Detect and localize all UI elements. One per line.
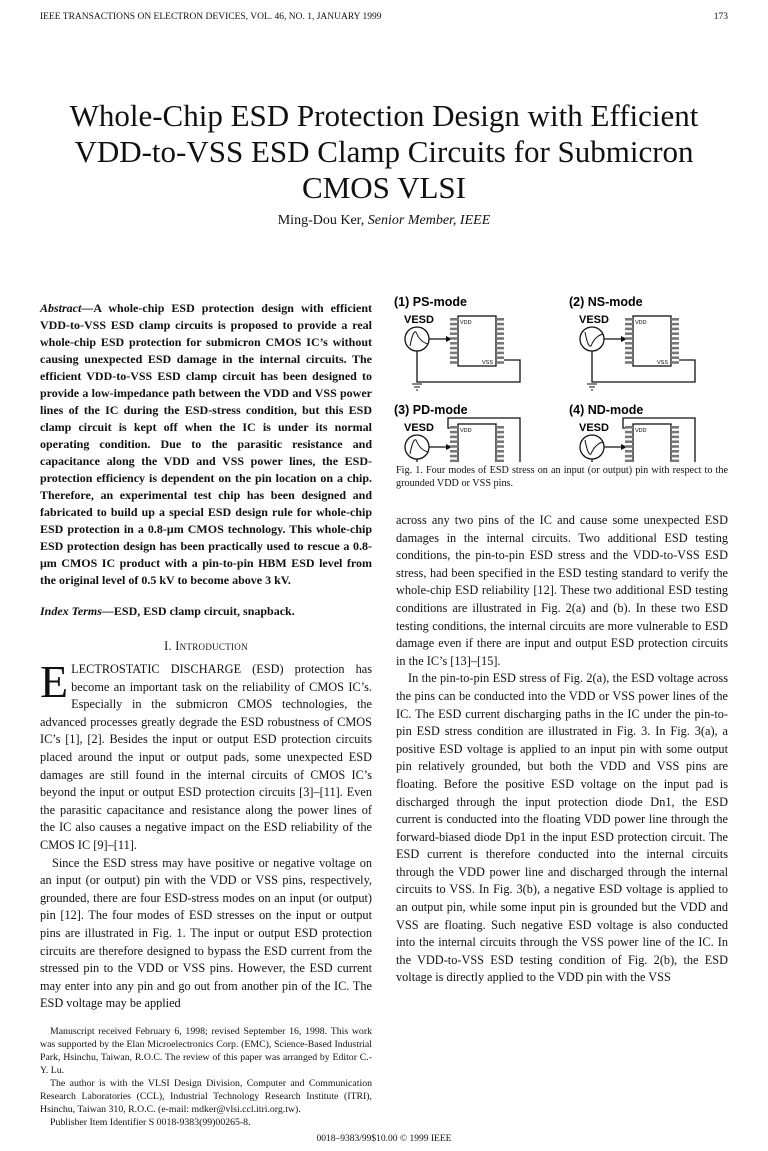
figure-caption: Fig. 1. Four modes of ESD stress on an input (or output) pin with respect to the grounded VDD or VSS pins.: [396, 465, 728, 489]
vdd-label: VDD: [635, 428, 647, 434]
vdd-label: VDD: [460, 428, 472, 434]
panel-label: (4) ND-mode: [569, 403, 644, 417]
ground-icon: [587, 384, 597, 390]
author-affiliation: Senior Member, IEEE: [367, 213, 491, 228]
source-label: VESD: [404, 314, 434, 326]
pin: [671, 431, 679, 434]
page-header: [0, 0, 768, 98]
pin: [450, 332, 458, 335]
pin: [496, 352, 504, 355]
pin: [671, 318, 679, 321]
pin: [496, 426, 504, 429]
pin: [625, 323, 633, 326]
abstract: [40, 300, 372, 589]
source-label: VESD: [579, 422, 609, 434]
pin: [496, 455, 504, 458]
section-title: Introduction: [175, 639, 248, 653]
intro-paragraph-2: Since the ESD stress may have positive or negative voltage on an input (or output) pin with the VDD or VSS pins, respectively, grounded, there are four ESD-stress modes on an input (or output) pin [12]. The four modes of ESD stresses on the input or output pins are illustrated in Fig. 1. The input or output ESD protection circuits are therefore designed to bypass the ESD current from the stressed pin to the VDD or VSS pins. However, the ESD current may enter into any pin and go out from another pin of the IC. The ESD voltage may be applied: [40, 855, 372, 1011]
two-column-body: [40, 292, 728, 1129]
intro-paragraph-1: LECTROSTATIC DISCHARGE (ESD) protection has become an important task on the reliability of CMOS IC’s. Especially in the submicron CMOS technologies, the advanced processes greatly degrade the ESD robustness of CMOS IC’s [1], [2]. Besides the input or output ESD protection circuits placed around the input or output pads, some unexpected ESD damages are still found in the internal circuits of CMOS IC’s beyond the input or output ESD protection circuits [3]–[11]. Even the parasitic capacitance and resistance along the power lines of the IC also causes a negative impact on the ESD reliability of the CMOS IC [9]–[11].: [40, 662, 372, 852]
footnote-author: The author is with the VLSI Design Division, Computer and Communication Research Laboratories (CCL), Industrial Technology Research Institute (ITRI), Hsinchu, Taiwan 310, R.O.C. (e-mail: mdker@vlsi.ccl.itri.org.tw).: [40, 1077, 372, 1115]
waveform-icon: [410, 440, 428, 454]
pin: [625, 460, 633, 462]
pin: [671, 445, 679, 448]
author-line: [40, 212, 728, 230]
pin: [496, 440, 504, 443]
mode-panel: [569, 403, 695, 462]
page-number: 173: [713, 12, 728, 22]
pin: [450, 361, 458, 364]
ground-icon: [412, 384, 422, 390]
pin: [496, 332, 504, 335]
mode-panel: [569, 295, 695, 390]
pin: [625, 361, 633, 364]
pin: [625, 337, 633, 340]
pin: [450, 431, 458, 434]
pin: [450, 337, 458, 340]
pin: [450, 436, 458, 439]
pin: [671, 323, 679, 326]
right-paragraph-2: In the pin-to-pin ESD stress of Fig. 2(a), the ESD voltage across the pins can be conducted into the VDD or VSS power lines of the IC. The ESD current discharging paths in the IC under the pin-to-pin ESD stress condition are illustrated in Fig. 3. In Fig. 3(a), a positive ESD voltage is applied to an input pin with some output pin relatively grounded, but both the VDD and VSS pins are floating. Before the positive ESD voltage on the input pad is discharged through the input protection diode Dn1, the ESD current is conducted into the floating VDD power line through the forward-biased diode Dp1 in the input ESD protection circuit. The ESD current is therefore conducted into the internal circuits through the VDD power line and discharged through the internal circuits to VSS. In Fig. 3(b), a negative ESD voltage is applied to an output pin, while some input pin is grounded but the VDD and VSS are floating. Such negative ESD voltage is also conducted into the internal circuits through the VSS power line of the IC. In the VDD-to-VSS ESD testing condition of Fig. 2(b), the ESD voltage is directly applied to the VDD pin with the VSS: [396, 671, 728, 985]
pin: [625, 455, 633, 458]
pin: [450, 460, 458, 462]
pin: [625, 436, 633, 439]
abstract-label: Abstract—: [40, 301, 94, 315]
waveform-icon: [410, 332, 428, 346]
vss-label: VSS: [482, 360, 494, 366]
pin: [450, 450, 458, 453]
pin: [625, 328, 633, 331]
mode-panel: [394, 295, 520, 390]
waveform-icon: [585, 332, 603, 346]
running-header: IEEE TRANSACTIONS ON ELECTRON DEVICES, VOL. 46, NO. 1, JANUARY 1999: [40, 12, 382, 22]
pin: [496, 445, 504, 448]
footnote: [40, 1013, 372, 1129]
pin: [496, 347, 504, 350]
section-heading: [40, 638, 372, 655]
copyright-line: 0018–9383/99$10.00 © 1999 IEEE: [316, 1133, 452, 1144]
pin: [671, 342, 679, 345]
pin: [496, 361, 504, 364]
pin: [496, 323, 504, 326]
pin: [671, 460, 679, 462]
pin: [625, 342, 633, 345]
vdd-label: VDD: [460, 320, 472, 326]
pin: [671, 455, 679, 458]
pin: [450, 445, 458, 448]
esd-source-icon: [405, 327, 429, 351]
pin: [625, 318, 633, 321]
pin: [625, 332, 633, 335]
source-label: VESD: [404, 422, 434, 434]
index-terms-label: Index Terms—: [40, 604, 114, 618]
pin: [450, 352, 458, 355]
pin: [450, 440, 458, 443]
pin: [625, 431, 633, 434]
pin: [671, 440, 679, 443]
pin: [671, 337, 679, 340]
esd-source-icon: [580, 435, 604, 459]
pin: [450, 328, 458, 331]
footnote-pii: Publisher Item Identifier S 0018-9383(99)00265-8.: [50, 1116, 251, 1128]
left-column: [40, 292, 372, 1129]
pin: [671, 436, 679, 439]
pin: [496, 431, 504, 434]
pin: [450, 455, 458, 458]
pin: [625, 445, 633, 448]
pin: [450, 323, 458, 326]
right-column: [396, 292, 728, 1129]
index-terms-text: ESD, ESD clamp circuit, snapback.: [113, 604, 295, 618]
pin: [625, 440, 633, 443]
pin: [671, 356, 679, 359]
source-label: VESD: [579, 314, 609, 326]
pin: [450, 347, 458, 350]
pin: [496, 337, 504, 340]
pin: [625, 450, 633, 453]
panel-label: (3) PD-mode: [394, 403, 468, 417]
pin: [671, 361, 679, 364]
vdd-label: VDD: [635, 320, 647, 326]
pin: [496, 450, 504, 453]
mode-panel: [394, 403, 520, 462]
pin: [450, 342, 458, 345]
pin: [625, 426, 633, 429]
section-number: I.: [164, 639, 172, 653]
pin: [496, 328, 504, 331]
footnote-manuscript: Manuscript received February 6, 1998; revised September 16, 1998. This work was supported by the Elan Microelectronics Corp. (EMC), Science-Based Industrial Park, Hsinchu, Taiwan, R.O.C. The review of this paper was arranged by Editor C.-Y. Lu.: [40, 1025, 372, 1076]
vss-label: VSS: [657, 360, 669, 366]
pin: [625, 356, 633, 359]
waveform-icon: [585, 440, 603, 454]
pin: [625, 347, 633, 350]
index-terms: [40, 603, 372, 620]
pin: [671, 347, 679, 350]
intro-text: [40, 656, 372, 1013]
pin: [496, 342, 504, 345]
pin: [450, 356, 458, 359]
pin: [671, 332, 679, 335]
author-name: Ming-Dou Ker,: [277, 213, 365, 228]
esd-source-icon: [580, 327, 604, 351]
paper-title: Whole-Chip ESD Protection Design with Efficient VDD-to-VSS ESD Clamp Circuits for Submicron CMOS VLSI: [69, 98, 699, 205]
pin: [496, 436, 504, 439]
figure-1: [384, 292, 728, 462]
pin: [671, 450, 679, 453]
pin: [496, 318, 504, 321]
pin: [496, 460, 504, 462]
pin: [450, 426, 458, 429]
right-paragraph-1: across any two pins of the IC and cause some unexpected ESD damages in the internal circuits. Two additional ESD testing conditions, the pin-to-pin ESD stress and the VDD-to-VSS ESD stress, had been specified in the ESD testing standard to verify the whole-chip ESD reliability [12]. These two additional ESD testing conditions are illustrated in Fig. 2(a) and (b). In these two ESD testing conditions, the internal circuits are more vulnerable to ESD damage even if there are input and output ESD protection circuits in the IC’s [13]–[15].: [396, 513, 728, 668]
right-column-text: [396, 512, 728, 987]
esd-source-icon: [405, 435, 429, 459]
abstract-text: A whole-chip ESD protection design with efficient VDD-to-VSS ESD clamp circuits is proposed to provide a real whole-chip ESD protection for submicron CMOS IC’s without causing unexpected ESD damage in the internal circuits. The efficient VDD-to-VSS ESD clamp circuit has been designed to provide a low-impedance path between the VDD and VSS power lines of the IC during the ESD-stress condition, but this ESD clamp circuit is kept off when the IC is under its normal operating condition. Due to the parasitic resistance and capacitance along the VDD and VSS power lines, the ESD-protection efficiency is dependent on the pin location on a chip. Therefore, an experimental test chip has been designed and fabricated to build up a special ESD design rule for whole-chip ESD protection in a 0.8-μm CMOS technology. This whole-chip ESD protection design has been practically used to rescue a 0.8-μm CMOS IC product with a pin-to-pin HBM ESD level from the original level of 0.5 kV to become above 3 kV.: [40, 301, 372, 587]
pin: [450, 318, 458, 321]
pin: [625, 352, 633, 355]
pin: [671, 352, 679, 355]
pin: [671, 426, 679, 429]
pin: [496, 356, 504, 359]
panel-label: (2) NS-mode: [569, 295, 643, 309]
pin: [671, 328, 679, 331]
drop-cap: E: [40, 656, 69, 707]
panel-label: (1) PS-mode: [394, 295, 467, 309]
